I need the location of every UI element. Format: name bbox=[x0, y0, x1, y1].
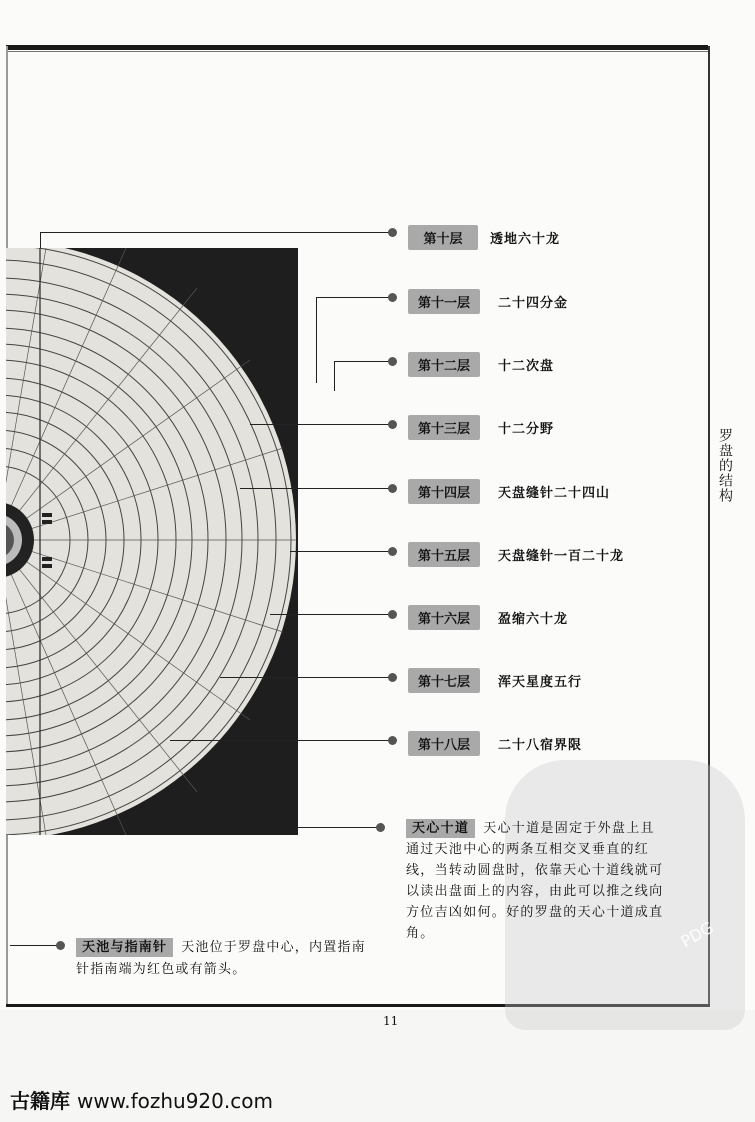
layer-label-10 bbox=[408, 225, 560, 249]
layer-name: 十二分野 bbox=[498, 421, 555, 437]
layer-label-18 bbox=[408, 731, 582, 755]
layer-label-17 bbox=[408, 668, 582, 692]
page-number: 11 bbox=[383, 1014, 399, 1028]
leader-line-16 bbox=[270, 614, 392, 615]
leader-line-15 bbox=[290, 551, 392, 552]
footer-url: www.fozhu920.com bbox=[76, 1089, 273, 1113]
top-rule bbox=[6, 45, 708, 50]
layer-name: 天盘缝针二十四山 bbox=[498, 485, 611, 501]
layer-name: 二十八宿界限 bbox=[498, 737, 583, 753]
footer-brand bbox=[10, 1085, 273, 1114]
leader-dot bbox=[388, 357, 397, 366]
leader-dot bbox=[388, 610, 397, 619]
layer-tag: 第十六层 bbox=[408, 605, 480, 630]
layer-tag: 第十三层 bbox=[408, 415, 480, 440]
layer-label-13 bbox=[408, 415, 554, 439]
layer-tag: 第十八层 bbox=[408, 731, 480, 756]
layer-tag: 第十层 bbox=[408, 225, 478, 250]
layer-name: 二十四分金 bbox=[498, 295, 569, 311]
layer-tag: 第十一层 bbox=[408, 289, 480, 314]
layer-label-11 bbox=[408, 289, 568, 313]
leader-line-tianchi bbox=[10, 945, 60, 946]
section-side-title: 罗盘的结构 bbox=[717, 428, 733, 503]
leader-line-17 bbox=[220, 677, 392, 678]
leader-line-10 bbox=[40, 232, 392, 233]
leader-dot bbox=[376, 823, 385, 832]
tianxin-tag: 天心十道 bbox=[406, 819, 475, 838]
leader-dot bbox=[388, 293, 397, 302]
layer-name: 盈缩六十龙 bbox=[498, 611, 569, 627]
leader-line-14 bbox=[240, 488, 392, 489]
leader-dot bbox=[388, 420, 397, 429]
tianxin-note bbox=[406, 818, 668, 944]
leader-line-12 bbox=[334, 361, 392, 362]
leader-dot bbox=[388, 228, 397, 237]
leader-dot bbox=[388, 547, 397, 556]
layer-name: 透地六十龙 bbox=[490, 231, 561, 247]
leader-line-10-drop bbox=[40, 232, 41, 248]
leader-dot bbox=[56, 941, 65, 950]
top-rule-thin bbox=[6, 51, 708, 52]
layer-label-12 bbox=[408, 352, 554, 376]
tianchi-tag: 天池与指南针 bbox=[76, 938, 173, 957]
layer-tag: 第十二层 bbox=[408, 352, 480, 377]
layer-label-14 bbox=[408, 479, 610, 503]
leader-line-11 bbox=[316, 297, 392, 298]
layer-tag: 第十四层 bbox=[408, 479, 480, 504]
layer-tag: 第十五层 bbox=[408, 542, 480, 567]
leader-line-18 bbox=[170, 740, 392, 741]
leader-line-tianxin bbox=[298, 827, 380, 828]
leader-line-13 bbox=[250, 424, 392, 425]
footer-brand-name: 古籍库 bbox=[10, 1089, 70, 1113]
leader-line-12-v bbox=[334, 361, 335, 391]
layer-name: 浑天星度五行 bbox=[498, 674, 583, 690]
leader-dot bbox=[388, 736, 397, 745]
layer-name: 十二次盘 bbox=[498, 358, 555, 374]
tianchi-text: 天池位于罗盘中心，内置指南针指南端为红色或有箭头。 bbox=[76, 940, 366, 977]
watermark-text: PDG bbox=[677, 917, 717, 952]
compass-illustration bbox=[6, 248, 298, 835]
tianchi-note bbox=[76, 937, 376, 981]
layer-label-16 bbox=[408, 605, 568, 629]
tianxin-text: 天心十道是固定于外盘上且通过天池中心的两条互相交叉垂直的红线，当转动圆盘时，依靠天心十道线就可以读出盘面上的内容，由此可以推之线向方位吉凶如何。好的罗盘的天心十道成直角。 bbox=[406, 821, 664, 941]
layer-label-15 bbox=[408, 542, 624, 566]
leader-dot bbox=[388, 673, 397, 682]
layer-name: 天盘缝针一百二十龙 bbox=[498, 548, 625, 564]
compass-photo bbox=[6, 248, 298, 835]
leader-dot bbox=[388, 484, 397, 493]
layer-tag: 第十七层 bbox=[408, 668, 480, 693]
leader-line-11-v bbox=[316, 297, 317, 383]
